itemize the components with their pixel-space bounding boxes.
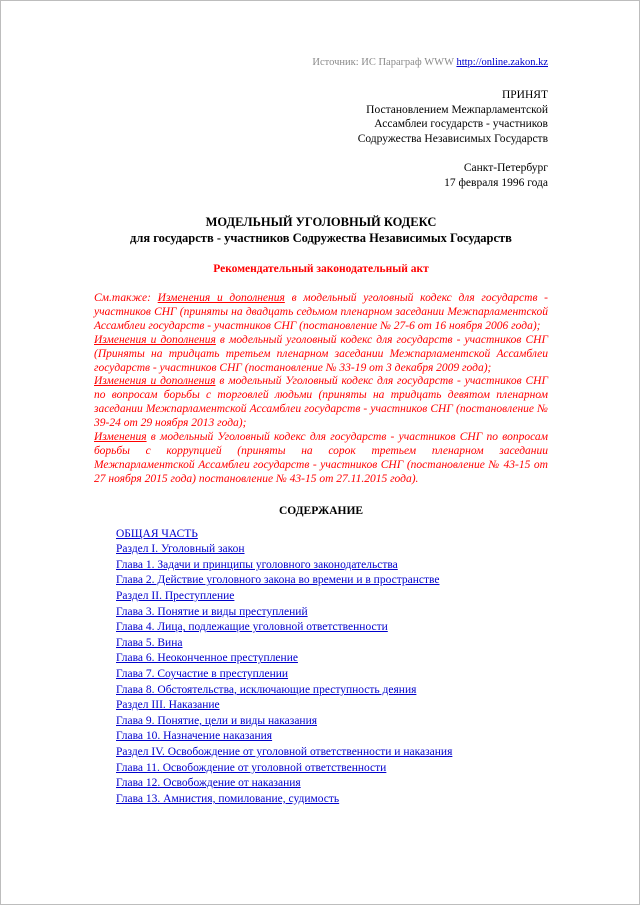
toc-link-section-1[interactable]: Раздел I. Уголовный закон	[116, 543, 245, 556]
adoption-block	[94, 88, 548, 146]
amendment-text: в модельный Уголовный кодекс для государств - участников СНГ по вопросам борьбы с торговлей людьми (приняты на тридцать девятом пленарном заседании Межпарламентской Ассамблеи государств - участников СНГ (постановление № 39-24 от 29 ноября 2013 года);	[94, 375, 548, 430]
toc-link-chapter-8[interactable]: Глава 8. Обстоятельства, исключающие преступность деяния	[116, 683, 417, 696]
toc-link-section-4[interactable]: Раздел IV. Освобождение от уголовной ответственности и наказания	[116, 746, 453, 758]
toc-link-chapter-2[interactable]: Глава 2. Действие уголовного закона во времени и в пространстве	[116, 574, 440, 587]
document-title-line-2: для государств - участников Содружества Независимых Государств	[130, 230, 512, 245]
amendment-text: в модельный Уголовный кодекс для государств - участников СНГ по вопросам борьбы с коррупцией (приняты на сорок третьем пленарном заседании Межпарламентской Ассамблеи государств - участников СНГ (постановление № 43-15 от 27 ноября 2015 года) постановление № 43-15 от 27.11.2015 года).	[94, 431, 548, 485]
toc-link-section-2[interactable]: Раздел II. Преступление	[116, 590, 235, 603]
amendment-link[interactable]: Изменения и дополнения	[94, 375, 216, 388]
toc-link-chapter-4[interactable]: Глава 4. Лица, подлежащие уголовной ответственности	[116, 621, 388, 634]
document-title-line-1: МОДЕЛЬНЫЙ УГОЛОВНЫЙ КОДЕКС	[205, 215, 437, 229]
adoption-line-2: Постановлением Межпарламентской	[366, 103, 548, 116]
place-date-block	[94, 161, 548, 190]
amendment-link[interactable]: Изменения и дополнения	[157, 292, 285, 304]
toc-link-chapter-9[interactable]: Глава 9. Понятие, цели и виды наказания	[116, 714, 318, 727]
toc-link-chapter-7[interactable]: Глава 7. Соучастие в преступлении	[116, 668, 289, 681]
toc-link-chapter-3[interactable]: Глава 3. Понятие и виды преступлений	[116, 605, 308, 618]
adoption-line-1: ПРИНЯТ	[501, 89, 548, 101]
see-also-label: См.также:	[94, 292, 158, 304]
toc-link-chapter-6[interactable]: Глава 6. Неоконченное преступление	[116, 652, 298, 665]
amendment-paragraph	[94, 431, 548, 487]
document-subtitle: Рекомендательный законодательный акт	[213, 263, 429, 275]
toc-link-chapter-5[interactable]: Глава 5. Вина	[116, 636, 183, 649]
date-line: 17 февраля 1996 года	[444, 176, 548, 189]
contents-heading: СОДЕРЖАНИЕ	[278, 504, 364, 517]
toc-link-section-3[interactable]: Раздел III. Наказание	[116, 699, 220, 712]
source-link[interactable]: http://online.zakon.kz	[456, 57, 548, 68]
table-of-contents	[116, 527, 548, 808]
toc-link-chapter-10[interactable]: Глава 10. Назначение наказания	[116, 730, 273, 743]
source-label: Источник: ИС Параграф WWW	[312, 57, 457, 68]
amendments-block	[94, 292, 548, 487]
place-line: Санкт-Петербург	[463, 162, 548, 174]
amendment-text: в модельный уголовный кодекс для государств - участников СНГ (Приняты на тридцать третьем пленарном заседании Межпарламентской Ассамблеи государств - участников СНГ (постановление № 33-19 от 3 декабря 2009 года);	[94, 333, 548, 374]
adoption-line-4: Содружества Независимых Государств	[357, 132, 548, 145]
adoption-line-3: Ассамблеи государств - участников	[374, 118, 548, 130]
source-line	[94, 57, 548, 68]
amendment-paragraph	[94, 292, 548, 334]
toc-link-chapter-1[interactable]: Глава 1. Задачи и принципы уголовного законодательства	[116, 558, 398, 571]
amendment-link[interactable]: Изменения	[94, 431, 147, 444]
toc-link-chapter-12[interactable]: Глава 12. Освобождение от наказания	[116, 777, 301, 790]
document-title	[94, 215, 548, 246]
amendment-paragraph	[94, 375, 548, 431]
amendment-paragraph	[94, 334, 548, 376]
amendment-text: в модельный уголовный кодекс для государств - участников СНГ (приняты на двадцать седьмом пленарном заседании Межпарламентской Ассамблеи государств - участников СНГ (постановление № 27-6 от 16 ноября 2006 года);	[94, 292, 548, 332]
toc-link-chapter-13[interactable]: Глава 13. Амнистия, помилование, судимость	[116, 792, 340, 805]
toc-link-chapter-11[interactable]: Глава 11. Освобождение от уголовной ответственности	[116, 761, 387, 774]
amendment-link[interactable]: Изменения и дополнения	[94, 333, 216, 346]
toc-link-general-part[interactable]: ОБЩАЯ ЧАСТЬ	[116, 527, 198, 540]
